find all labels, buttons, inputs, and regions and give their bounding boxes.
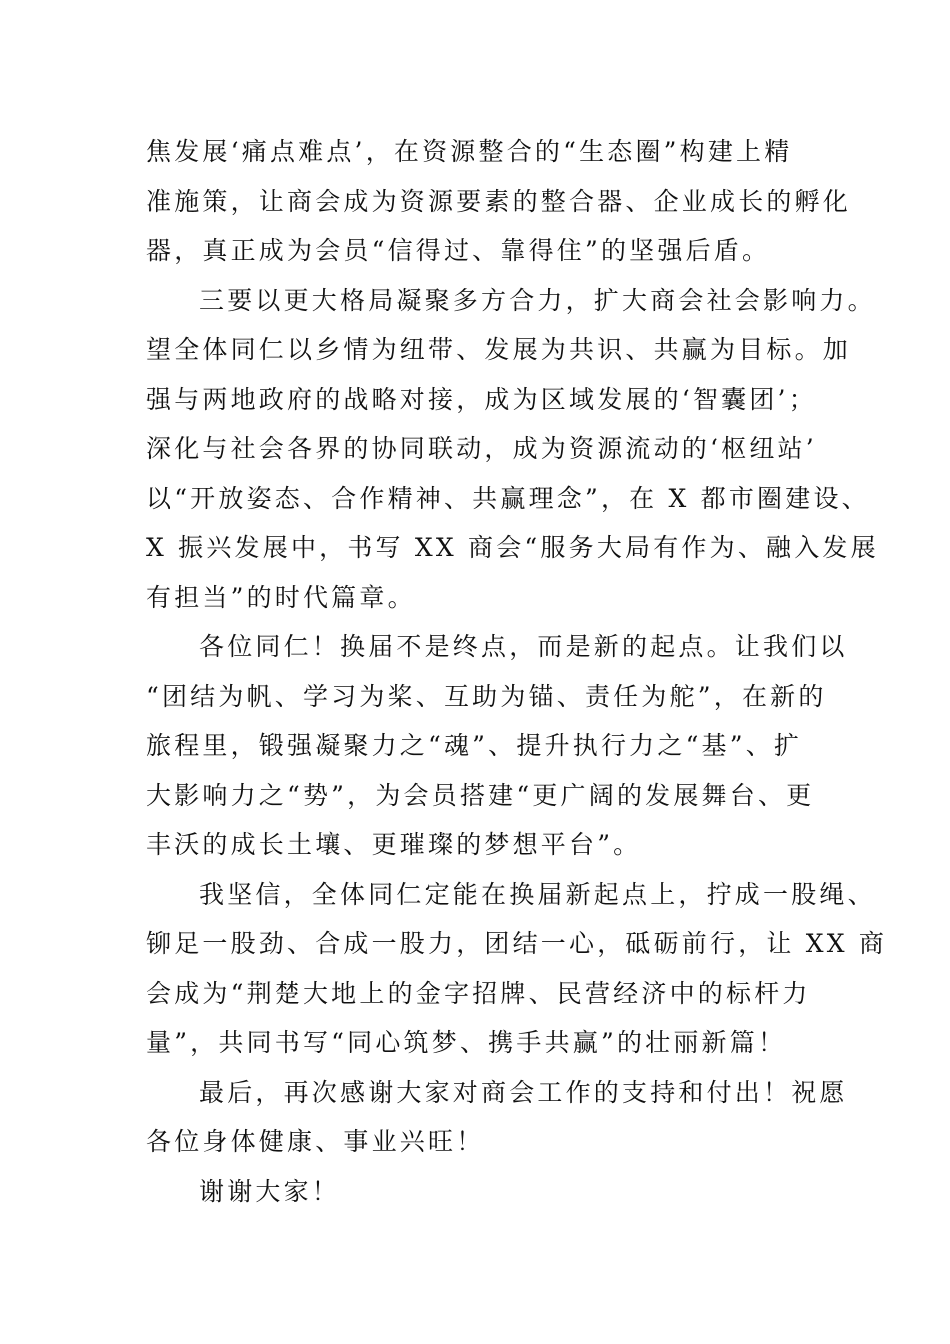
text-line: 量”，共同书写“同心筑梦、携手共赢”的壮丽新篇！: [146, 1028, 787, 1057]
text-line: 焦发展‘痛点难点’，在资源整合的“生态圈”构建上精: [146, 137, 793, 166]
text-line: 铆足一股劲、合成一股力，团结一心，砥砺前行，让 XX 商: [146, 929, 888, 958]
paragraph-start-line: 最后，再次感谢大家对商会工作的支持和付出！祝愿: [199, 1077, 848, 1107]
text-line: X 振兴发展中，书写 XX 商会“服务大局有作为、融入发展: [146, 533, 879, 562]
text-line: “团结为帆、学习为桨、互助为锚、责任为舵”，在新的: [146, 681, 827, 711]
text-line: 各位身体健康、事业兴旺！: [146, 1127, 485, 1156]
text-line: 器，真正成为会员“信得过、靠得住”的坚强后盾。: [146, 236, 771, 265]
paragraph-start-line: 我坚信，全体同仁定能在换届新起点上，拧成一股绳、: [199, 879, 876, 909]
paragraph-start-line: 三要以更大格局凝聚多方合力，扩大商会社会影响力。: [199, 285, 876, 315]
text-line: 强与两地政府的战略对接，成为区域发展的‘智囊团’；: [146, 384, 817, 414]
text-line: 以“开放姿态、合作精神、共赢理念”，在 X 都市圈建设、: [146, 483, 870, 513]
text-line: 准施策，让商会成为资源要素的整合器、企业成长的孵化: [146, 186, 852, 216]
text-line: 望全体同仁以乡情为纽带、发展为共识、共赢为目标。加: [146, 335, 852, 364]
text-line: 旅程里，锻强凝聚力之“魂”、提升执行力之“基”、扩: [146, 731, 803, 760]
paragraph-start-line: 各位同仁！换届不是终点，而是新的起点。让我们以: [199, 632, 848, 661]
text-line: 会成为“荆楚大地上的金字招牌、民营经济中的标杆力: [146, 978, 811, 1008]
text-line: 丰沃的成长土壤、更璀璨的梦想平台”。: [146, 830, 642, 859]
text-line: 有担当”的时代篇章。: [146, 582, 416, 612]
closing-line: 谢谢大家！: [199, 1176, 341, 1206]
text-line: 深化与社会各界的协同联动，成为资源流动的‘枢纽站’: [146, 434, 817, 463]
text-line: 大影响力之“势”，为会员搭建“更广阔的发展舞台、更: [146, 780, 815, 810]
document-body: [146, 127, 888, 1216]
